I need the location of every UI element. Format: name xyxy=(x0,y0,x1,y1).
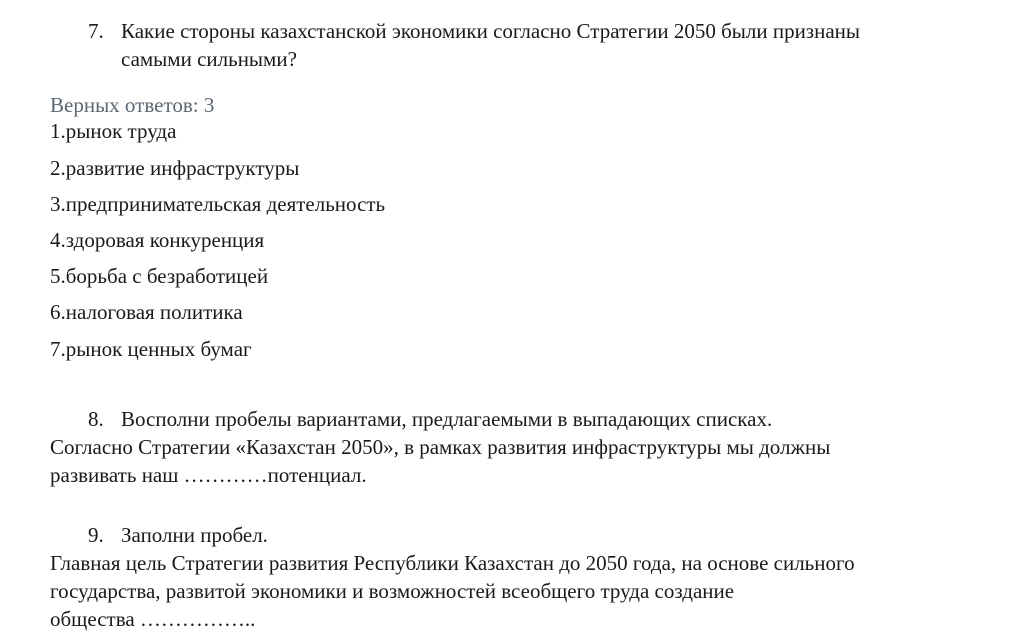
correct-answers-hint: Верных ответов: 3 xyxy=(50,93,215,117)
option-6[interactable]: 6.налоговая политика xyxy=(50,300,243,324)
option-4[interactable]: 4.здоровая конкуренция xyxy=(50,228,265,252)
option-5[interactable]: 5.борьба с безработицей xyxy=(50,264,269,288)
option-3[interactable]: 3.предпринимательская деятельность xyxy=(50,192,386,216)
option-7[interactable]: 7.рынок ценных бумаг xyxy=(50,337,252,361)
question-9-text-line-4: общества …………….. xyxy=(50,607,256,631)
question-7-number: 7. xyxy=(88,19,104,43)
question-8-title: Восполни пробелы вариантами, предлагаемыми в выпадающих списках. xyxy=(121,407,773,431)
question-7-text-line-2: самыми сильными? xyxy=(121,47,297,71)
question-9-title: Заполни пробел. xyxy=(121,523,268,547)
question-9-text-line-3: государства, развитой экономики и возможностей всеобщего труда создание xyxy=(50,579,735,603)
question-8-text-line-3: развивать наш …………потенциал. xyxy=(50,463,367,487)
option-1[interactable]: 1.рынок труда xyxy=(50,119,177,143)
option-2[interactable]: 2.развитие инфраструктуры xyxy=(50,156,300,180)
question-9-text-line-2: Главная цель Стратегии развития Республики Казахстан до 2050 года, на основе сильного xyxy=(50,551,855,575)
question-8-text-line-2: Согласно Стратегии «Казахстан 2050», в рамках развития инфраструктуры мы должны xyxy=(50,435,831,459)
question-8-number: 8. xyxy=(88,407,104,431)
question-9-number: 9. xyxy=(88,523,104,547)
question-7-text-line-1: Какие стороны казахстанской экономики согласно Стратегии 2050 были признаны xyxy=(121,19,861,43)
